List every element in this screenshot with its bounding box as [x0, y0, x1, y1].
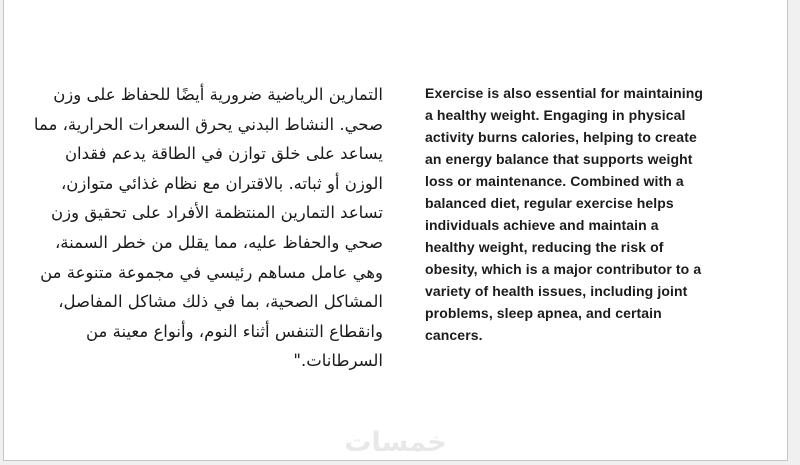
english-text-line: individuals achieve and maintain a — [425, 217, 659, 233]
english-text-line: Exercise is also essential for maintaining — [425, 85, 704, 101]
english-text-line: problems, sleep apnea, and certain — [425, 305, 662, 321]
document-page — [3, 0, 788, 461]
english-text-line: balanced diet, regular exercise helps — [425, 195, 674, 211]
arabic-text-column — [34, 80, 383, 376]
english-text-line: an energy balance that supports weight — [425, 151, 693, 167]
arabic-text-line: السرطانات." — [293, 351, 383, 371]
english-text-line: a healthy weight. Engaging in physical — [425, 107, 686, 123]
english-text-line: cancers. — [425, 327, 483, 343]
arabic-text-line: تساعد التمارين المنتظمة الأفراد على تحقيق وزن — [51, 203, 383, 223]
arabic-text-line: الوزن أو ثباته. بالاقتران مع نظام غذائي متوازن، — [60, 173, 383, 193]
arabic-text-line: صحي. النشاط البدني يحرق السعرات الحرارية، مما — [33, 114, 383, 134]
english-text-line: obesity, which is a major contributor to a — [425, 261, 702, 277]
arabic-text-line: وهي عامل مساهم رئيسي في مجموعة متنوعة من — [40, 262, 383, 282]
arabic-text-line: التمارين الرياضية ضرورية أيضًا للحفاظ على وزن — [53, 85, 383, 104]
english-text-line: variety of health issues, including joint — [425, 283, 688, 299]
arabic-text-line: صحي والحفاظ عليه، مما يقلل من خطر السمنة، — [54, 232, 383, 252]
arabic-text-line: يساعد على خلق توازن في الطاقة يدعم فقدان — [64, 144, 383, 164]
khamsat-watermark: خمسات — [344, 427, 447, 458]
english-text-line: activity burns calories, helping to create — [425, 129, 697, 145]
arabic-text-line: المشاكل الصحية، بما في ذلك مشاكل المفاصل، — [58, 292, 383, 312]
english-text-line: healthy weight, reducing the risk of — [425, 239, 664, 255]
english-text-line: loss or maintenance. Combined with a — [425, 173, 684, 189]
english-text-column — [425, 82, 703, 346]
arabic-text-line: وانقطاع التنفس أثناء النوم، وأنواع معينة من — [85, 321, 383, 341]
